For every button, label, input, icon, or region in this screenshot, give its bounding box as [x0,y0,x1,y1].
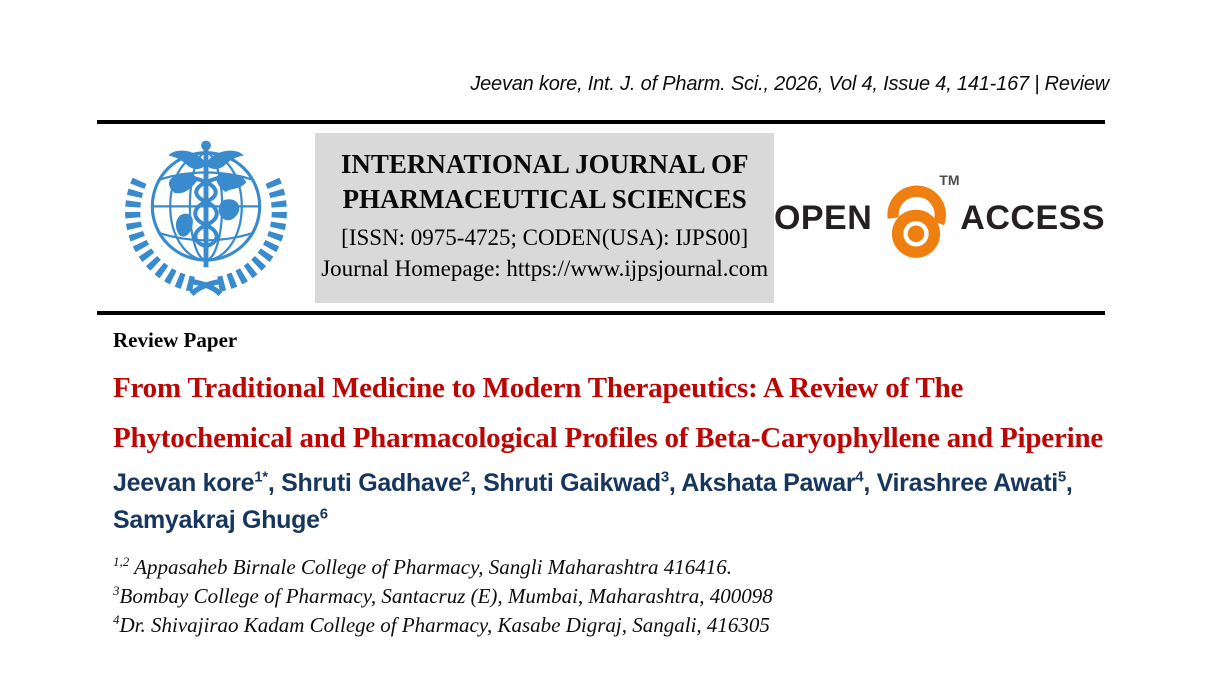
author [281,469,483,497]
author-affiliation-marker: 6 [319,505,328,523]
author-separator: , [469,469,484,497]
author-affiliation-marker: 5 [1057,468,1066,486]
author-name: Akshata Pawar [681,469,856,497]
journal-name-line1: INTERNATIONAL JOURNAL OF [340,149,749,179]
affiliation-list [113,553,1121,640]
author-affiliation-marker: 1* [254,468,268,486]
affiliation-marker: 1,2 [113,554,130,569]
author [681,469,876,497]
author-separator: , [267,469,282,497]
journal-homepage-url[interactable]: https://www.ijpsjournal.com [506,256,769,281]
author-name: Shruti Gadhave [281,469,462,497]
author-separator: , [1065,469,1073,497]
journal-homepage-line [315,253,774,284]
open-access-access-label: ACCESS [960,198,1105,237]
author-name: Samyakraj Ghuge [113,506,320,534]
journal-issn-line: [ISSN: 0975-4725; CODEN(USA): IJPS00] [341,225,749,250]
author-list [113,465,1121,539]
trademark-label: TM [939,172,960,188]
open-access-logo [774,133,1105,303]
author-affiliation-marker: 3 [660,468,669,486]
author-name: Jeevan kore [113,469,255,497]
author [113,469,281,497]
open-access-lock-icon [881,176,951,260]
author-affiliation-marker: 4 [855,468,864,486]
open-access-lock [881,172,960,260]
author-affiliation-marker: 2 [461,468,470,486]
affiliation-text: Dr. Shivajirao Kadam College of Pharmacy, Kasabe Digraj, Sangali, 416305 [119,613,770,637]
open-access-open-label: OPEN [773,198,873,237]
journal-title-box [315,133,774,303]
affiliation-line [113,582,1121,611]
article-header [113,329,1121,640]
author-name: Virashree Awati [876,469,1058,497]
author-separator: , [863,469,877,497]
affiliation-line [113,611,1121,640]
journal-name-line2: PHARMACEUTICAL SCIENCES [342,184,747,214]
who-globe-caduceus-logo [115,133,297,303]
author [113,506,328,534]
author [877,469,1073,497]
affiliation-marker: 3 [113,583,120,598]
paper-title: From Traditional Medicine to Modern Therapeutics: A Review of The Phytochemical and Pharmacological Profiles of Beta-Caryophyllene and Piperine [113,372,1104,454]
horizontal-rule-bottom [97,311,1105,315]
running-head: Jeevan kore, Int. J. of Pharm. Sci., 2026, Vol 4, Issue 4, 141-167 | Review [470,73,1109,95]
journal-homepage-label: Journal Homepage: [321,256,507,281]
journal-logo [97,133,315,303]
horizontal-rule-top [97,120,1105,124]
affiliation-text: Bombay College of Pharmacy, Santacruz (E), Mumbai, Maharashtra, 400098 [119,584,773,608]
masthead [97,133,1105,303]
author-separator: , [668,469,682,497]
author [483,469,681,497]
affiliation-marker: 4 [113,612,120,627]
author-name: Shruti Gaikwad [483,469,661,497]
article-type-label: Review Paper [113,328,238,352]
affiliation-line [113,553,1121,582]
affiliation-text: Appasaheb Birnale College of Pharmacy, Sangli Maharashtra 416416. [129,555,732,579]
